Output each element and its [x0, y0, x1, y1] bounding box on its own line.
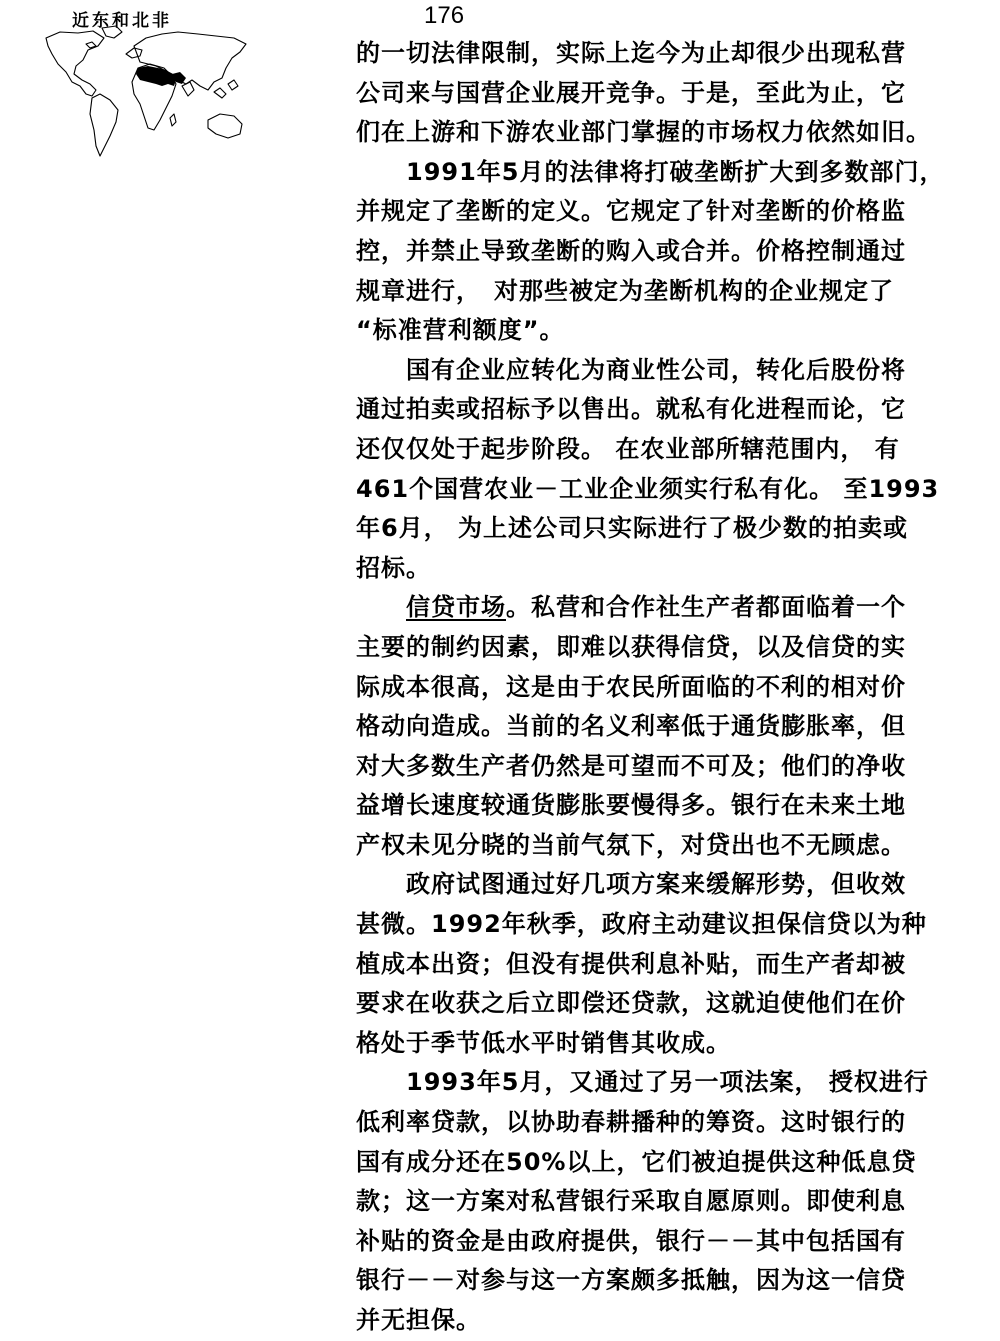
text-line: 益增长速度较通货膨胀要慢得多。银行在未来土地 [356, 791, 906, 820]
text-line: 们在上游和下游农业部门掌握的市场权力依然如旧。 [356, 118, 931, 147]
credit-market-line [356, 588, 956, 628]
text-line: 1991年5月的法律将打破垄断扩大到多数部门， [356, 157, 945, 186]
text-line: 年6月， 为上述公司只实际进行了极少数的拍卖或 [356, 514, 909, 543]
text-line: 并规定了垄断的定义。它规定了针对垄断的价格监 [356, 197, 906, 226]
line-indent [356, 593, 406, 621]
text-line: 还仅仅处于起步阶段。 在农业部所辖范围内， 有 [356, 434, 900, 463]
text-line: 主要的制约因素，即难以获得信贷，以及信贷的实 [356, 632, 906, 661]
page-number: 176 [424, 2, 465, 29]
text-line: 控，并禁止导致垄断的购入或合并。价格控制通过 [356, 236, 906, 265]
text-line: 公司来与国营企业展开竞争。于是，至此为止，它 [356, 78, 906, 107]
text-line: 银行－－对参与这一方案颇多抵触，因为这一信贷 [356, 1266, 906, 1295]
text-line: 格动向造成。当前的名义利率低于通货膨胀率，但 [356, 712, 906, 741]
text-line: 要求在收获之后立即偿还贷款，这就迫使他们在价 [356, 989, 906, 1018]
text-line: 植成本出资；但没有提供利息补贴，而生产者却被 [356, 949, 906, 978]
text-line-rest: 。私营和合作社生产者都面临着一个 [506, 593, 906, 622]
text-line: 1993年5月，又通过了另一项法案， 授权进行 [356, 1068, 929, 1097]
text-line: 款；这一方案对私营银行采取自愿原则。即使利息 [356, 1187, 906, 1216]
text-line: 甚微。1992年秋季，政府主动建议担保信贷以为种 [356, 910, 927, 939]
text-line: 规章进行， 对那些被定为垄断机构的企业规定了 [356, 276, 894, 305]
body-text [356, 34, 956, 1341]
text-line: 低利率贷款，以协助春耕播种的筹资。这时银行的 [356, 1108, 906, 1137]
text-line: 格处于季节低水平时销售其收成。 [356, 1028, 731, 1057]
text-line: 际成本很高，这是由于农民所面临的不利的相对价 [356, 672, 906, 701]
text-line: 政府试图通过好几项方案来缓解形势，但收效 [356, 870, 906, 899]
text-line: 并无担保。 [356, 1306, 481, 1334]
text-line: 补贴的资金是由政府提供，银行－－其中包括国有 [356, 1226, 906, 1255]
text-line: “标准营利额度”。 [356, 316, 565, 345]
text-line: 国有企业应转化为商业性公司，转化后股份将 [356, 355, 906, 384]
text-line: 461个国营农业－工业企业须实行私有化。 至1993 [356, 474, 940, 503]
section-label: 近东和北非 [72, 11, 172, 31]
text-line: 国有成分还在50%以上，它们被迫提供这种低息贷 [356, 1147, 917, 1176]
text-line: 的一切法律限制，实际上迄今为止却很少出现私营 [356, 39, 906, 67]
text-line: 对大多数生产者仍然是可望而不可及；他们的净收 [356, 751, 906, 780]
text-line: 招标。 [356, 553, 431, 582]
text-line: 通过拍卖或招标予以售出。就私有化进程而论，它 [356, 395, 906, 424]
text-line: 产权未见分晓的当前气氛下，对贷出也不无顾虑。 [356, 830, 906, 859]
world-map-icon [38, 24, 258, 162]
credit-market-heading: 信贷市场 [406, 593, 506, 622]
